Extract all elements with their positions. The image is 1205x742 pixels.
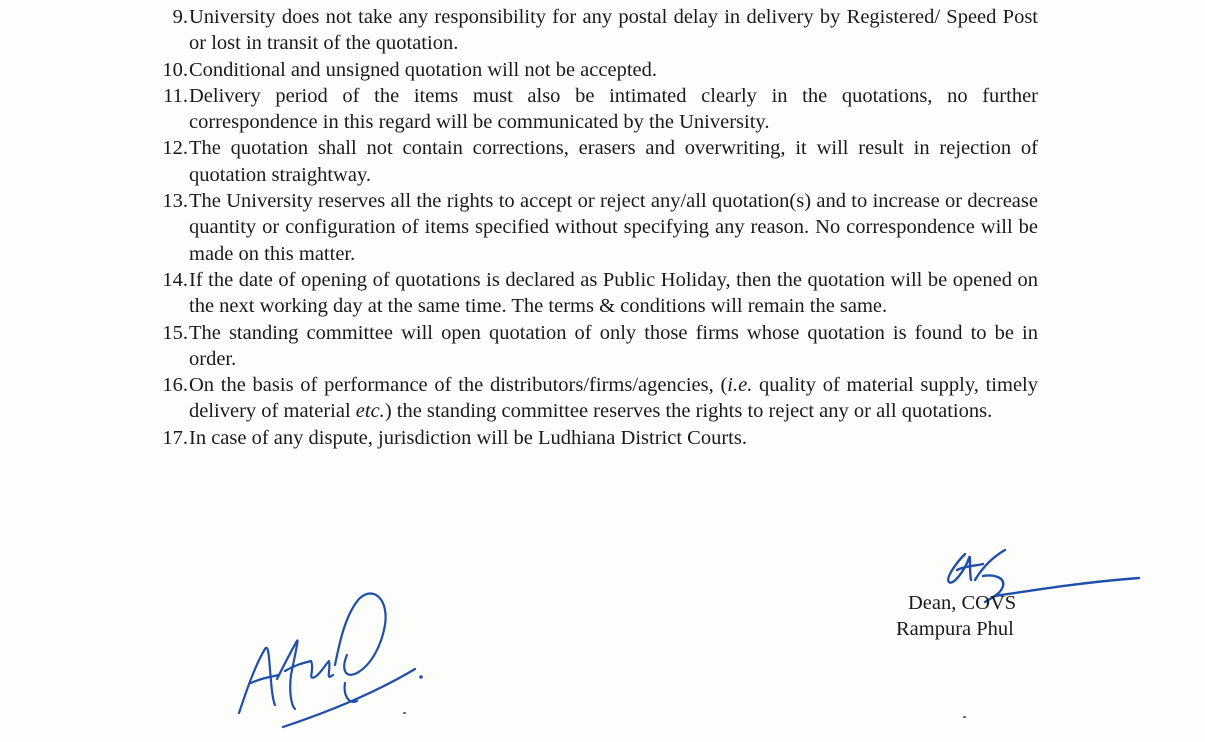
terms-list: [150, 4, 1038, 451]
term-number: 14.: [162, 268, 188, 291]
term-text: [188, 372, 1038, 425]
term-number: 10.: [162, 58, 188, 81]
term-item-9: [150, 4, 1038, 57]
term-item-16: [150, 372, 1038, 425]
term-number: 11.: [163, 84, 188, 107]
term-text: The University reserves all the rights to accept or reject any/all quotation(s) and to increase or decrease quantity or configuration of items specified without specifying any reason. No correspondence will be made on this matter.: [189, 190, 1038, 265]
term-number: 15.: [162, 321, 188, 344]
term-item-15: [150, 320, 1038, 373]
term-item-11: [150, 83, 1038, 136]
term-text: If the date of opening of quotations is declared as Public Holiday, then the quotation will be opened on the next working day at the same time. The terms & conditions will remain the same.: [189, 268, 1038, 318]
term-number: 17.: [162, 426, 188, 449]
term-text: University does not take any responsibility for any postal delay in delivery by Registered/ Speed Post or lost in transit of the quotation.: [189, 6, 1038, 55]
term-text: The quotation shall not contain corrections, erasers and overwriting, it will result in rejection of quotation straightway.: [189, 137, 1038, 186]
term-number: 9.: [172, 6, 188, 28]
term-item-10: [150, 57, 1038, 83]
term-text-part: On the basis of performance of the distributors/firms/agencies, (: [189, 374, 728, 397]
term-item-14: [150, 267, 1038, 320]
signatory-place: Rampura Phul: [896, 618, 1014, 640]
term-number: 13.: [162, 190, 188, 213]
term-text-part: ) the standing committee reserves the rights to reject any or all quotations.: [384, 400, 993, 423]
term-text: The standing committee will open quotation of only those firms whose quotation is found to be in order.: [189, 321, 1038, 370]
term-item-17: [150, 425, 1038, 451]
term-number: 16.: [162, 374, 188, 397]
page-speck: [403, 712, 406, 714]
term-text: In case of any dispute, jurisdiction will be Ludhiana District Courts.: [189, 426, 747, 449]
term-item-12: [150, 135, 1038, 188]
page-speck: [963, 716, 966, 718]
term-text-italic-ie: i.e.: [727, 374, 753, 397]
term-text-italic-etc: etc.: [355, 400, 385, 423]
term-text: Delivery period of the items must also be intimated clearly in the quotations, no further correspondence in this regard will be communicated by the University.: [189, 84, 1038, 134]
term-text: Conditional and unsigned quotation will not be accepted.: [189, 58, 657, 81]
term-text-part: quality of material supply, timely delivery of material: [189, 374, 1038, 423]
term-number: 12.: [162, 137, 188, 160]
signatory-designation: Dean, COVS: [908, 592, 1017, 614]
term-item-13: [150, 188, 1038, 267]
signature-block: [896, 590, 1096, 642]
